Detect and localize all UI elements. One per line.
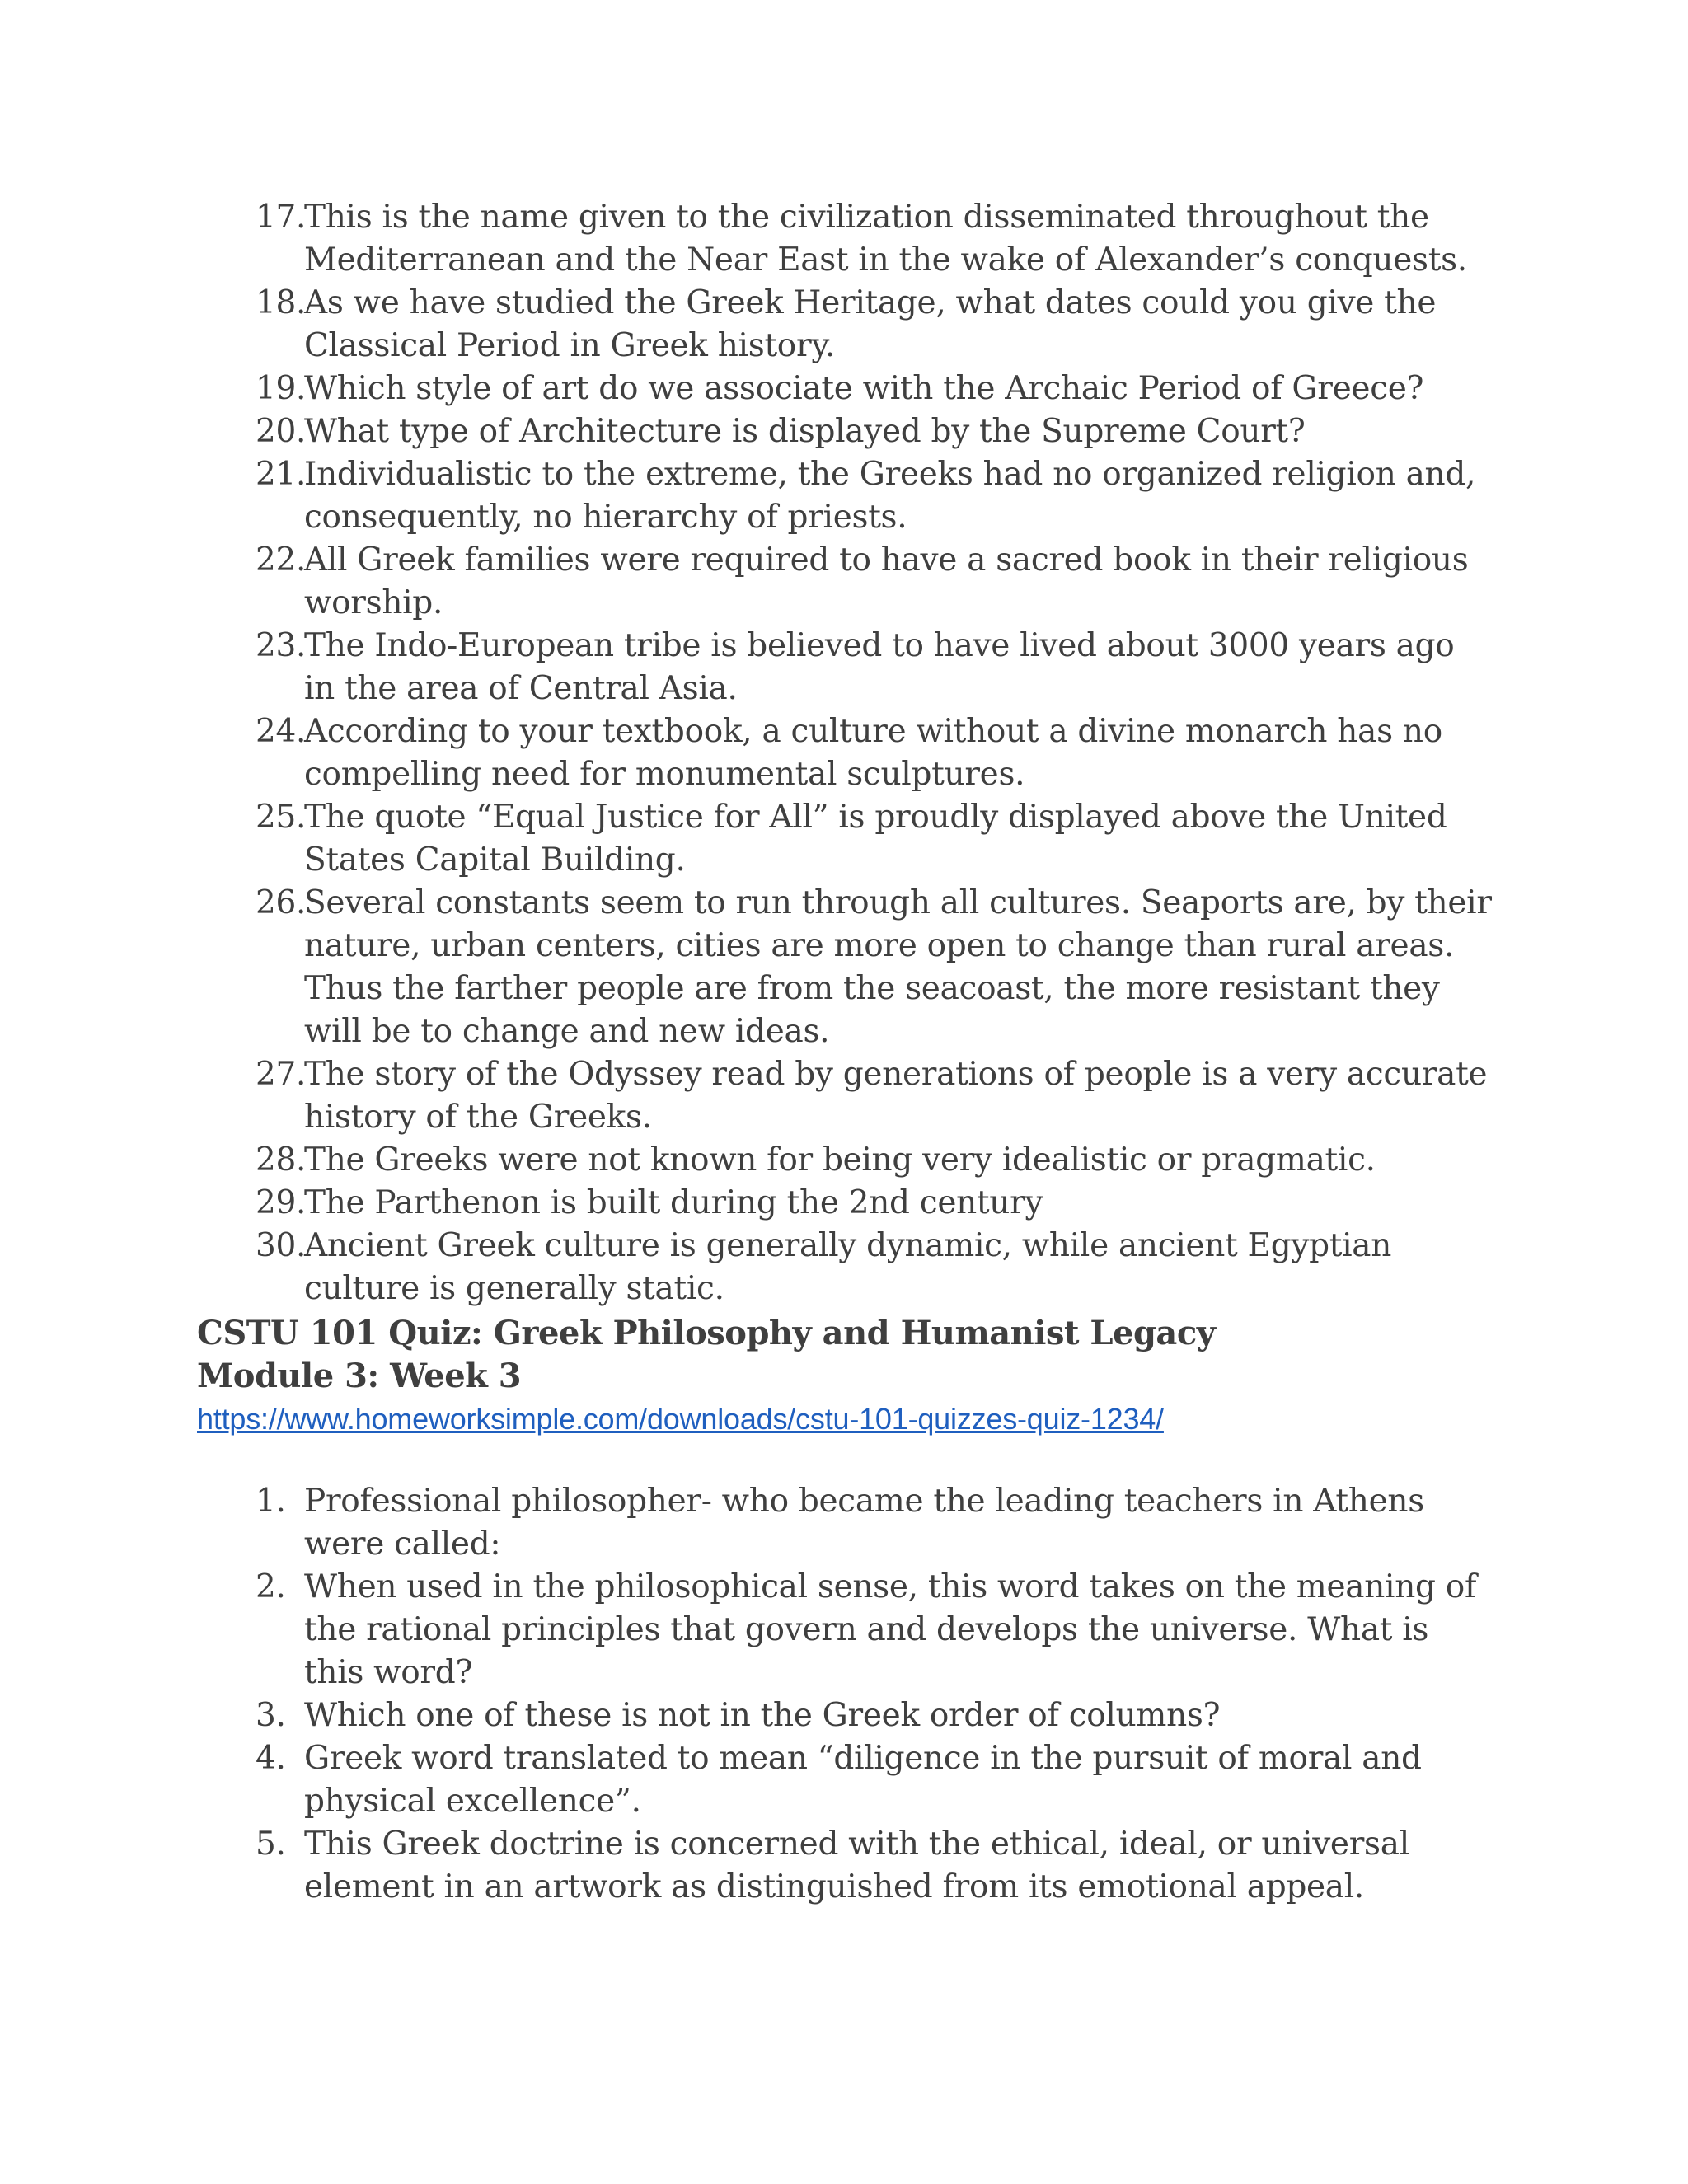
question-text: When used in the philosophical sense, this word takes on the meaning of the rational principles that govern and develops the universe. What is this word?	[304, 1568, 1477, 1691]
question-item	[256, 882, 1492, 1053]
question-item	[256, 1694, 1492, 1737]
quiz-link[interactable]: https://www.homeworksimple.com/downloads/cstu-101-quizzes-quiz-1234/	[197, 1402, 1164, 1436]
question-text: Ancient Greek culture is generally dynamic, while ancient Egyptian culture is generally static.	[304, 1227, 1392, 1307]
question-text: This Greek doctrine is concerned with the ethical, ideal, or universal element in an artwork as distinguished from its emotional appeal.	[304, 1825, 1409, 1905]
question-item	[256, 282, 1492, 368]
question-item	[256, 796, 1492, 882]
question-number: 19.	[256, 370, 307, 407]
question-text: Several constants seem to run through all cultures. Seaports are, by their nature, urban centers, cities are more open to change than rural areas. Thus the farther people are from the seacoast, the more resistant they will be to change and new ideas.	[304, 884, 1492, 1050]
question-text: The Parthenon is built during the 2nd century	[304, 1184, 1043, 1221]
question-item	[256, 1053, 1492, 1139]
question-item	[256, 710, 1492, 796]
question-text: What type of Architecture is displayed by the Supreme Court?	[304, 413, 1306, 450]
question-text: Which one of these is not in the Greek order of columns?	[304, 1697, 1221, 1734]
question-number: 18.	[256, 284, 307, 321]
question-item	[256, 1480, 1492, 1566]
question-text: Greek word translated to mean “diligence in the pursuit of moral and physical excellence”.	[304, 1740, 1422, 1820]
question-item	[256, 368, 1492, 410]
question-number: 20.	[256, 413, 307, 450]
question-item	[256, 453, 1492, 539]
question-list-part1	[256, 196, 1492, 1310]
question-number: 25.	[256, 799, 307, 836]
question-text: Professional philosopher- who became the leading teachers in Athens were called:	[304, 1483, 1424, 1563]
question-item	[256, 1566, 1492, 1694]
question-number: 30.	[256, 1227, 307, 1264]
question-number: 17.	[256, 199, 307, 236]
question-number: 21.	[256, 456, 307, 493]
question-text: All Greek families were required to have a sacred book in their religious worship.	[304, 541, 1469, 621]
question-item	[256, 625, 1492, 710]
question-number: 1.	[256, 1483, 286, 1520]
question-item	[256, 196, 1492, 282]
question-text: Which style of art do we associate with the Archaic Period of Greece?	[304, 370, 1424, 407]
question-number: 22.	[256, 541, 307, 579]
question-number: 5.	[256, 1825, 286, 1863]
question-text: The Greeks were not known for being very idealistic or pragmatic.	[304, 1141, 1376, 1179]
question-number: 3.	[256, 1697, 286, 1734]
question-number: 26.	[256, 884, 307, 921]
question-list-part2	[256, 1480, 1492, 1909]
question-number: 27.	[256, 1056, 307, 1093]
question-number: 28.	[256, 1141, 307, 1179]
question-item	[256, 1737, 1492, 1823]
quiz-title: CSTU 101 Quiz: Greek Philosophy and Humanist Legacy	[197, 1314, 1216, 1352]
question-text: The story of the Odyssey read by generations of people is a very accurate history of the Greeks.	[304, 1056, 1488, 1136]
question-text: The Indo-European tribe is believed to have lived about 3000 years ago in the area of Central Asia.	[304, 627, 1455, 707]
question-item	[256, 539, 1492, 625]
question-number: 29.	[256, 1184, 307, 1221]
question-text: This is the name given to the civilization disseminated throughout the Mediterranean and the Near East in the wake of Alexander’s conquests.	[304, 199, 1467, 279]
question-number: 23.	[256, 627, 307, 664]
question-item	[256, 1823, 1492, 1909]
question-item	[256, 1225, 1492, 1310]
question-text: Individualistic to the extreme, the Greeks had no organized religion and, consequently, no hierarchy of priests.	[304, 456, 1476, 536]
question-text: As we have studied the Greek Heritage, what dates could you give the Classical Period in Greek history.	[304, 284, 1437, 364]
question-item	[256, 1182, 1492, 1225]
module-label: Module 3: Week 3	[197, 1357, 522, 1395]
question-item	[256, 410, 1492, 453]
question-text: According to your textbook, a culture without a divine monarch has no compelling need for monumental sculptures.	[304, 713, 1442, 793]
question-text: The quote “Equal Justice for All” is proudly displayed above the United States Capital Building.	[304, 799, 1447, 879]
question-item	[256, 1139, 1492, 1182]
question-number: 24.	[256, 713, 307, 750]
question-number: 2.	[256, 1568, 286, 1605]
question-number: 4.	[256, 1740, 286, 1777]
